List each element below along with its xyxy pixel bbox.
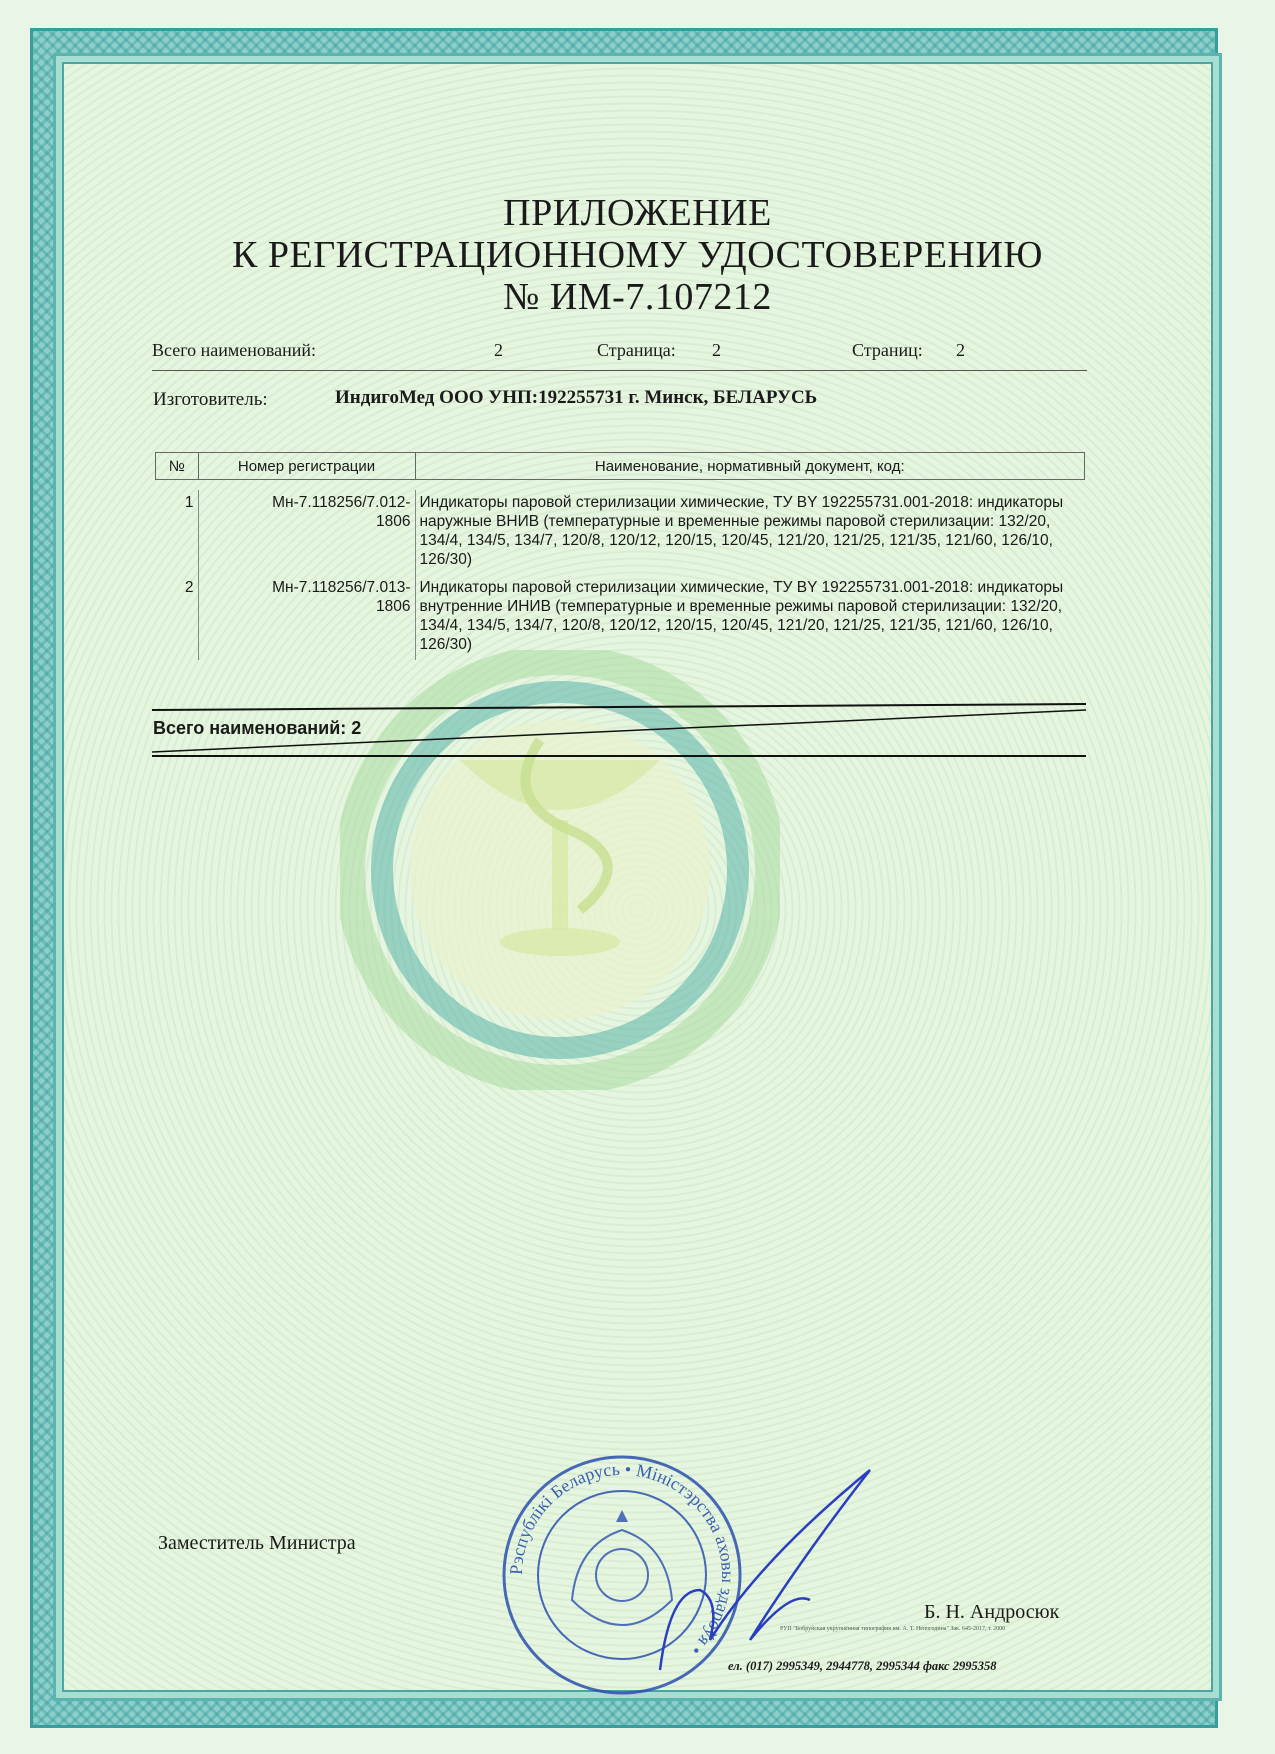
col-header-number: № <box>156 453 199 480</box>
item-description: Индикаторы паровой стерилизации химические, ТУ BY 192255731.001-2018: индикаторы внутренние ИНИВ (температурные и временные режимы паровой стерилизации: 132/20, 134/4, 134/5, 134/7, 120/8, 120/12, 120/15, 120/45, 121/20, 121/25, 121/35, 121/60, 126/10, 126/30) <box>415 575 1085 660</box>
total-items-value: 2 <box>494 340 503 360</box>
signatory-position: Заместитель Министра <box>158 1532 356 1554</box>
row-number: 1 <box>184 494 194 511</box>
certificate-number: № ИМ-7.107212 <box>503 276 772 318</box>
summary-total: Всего наименований: 2 <box>153 718 362 738</box>
document-subtitle: К РЕГИСТРАЦИОННОМУ УДОСТОВЕРЕНИЮ <box>232 234 1043 276</box>
handwritten-signature-icon <box>640 1440 880 1680</box>
registration-number-line1: Мн-7.118256/7.012- <box>272 494 411 511</box>
signatory-name: Б. Н. Андросюк <box>924 1601 1060 1623</box>
document-title: ПРИЛОЖЕНИЕ <box>503 192 772 234</box>
pages-label: Страниц: <box>852 340 923 360</box>
manufacturer-label: Изготовитель: <box>153 389 268 410</box>
registration-number-line2: 1806 <box>376 513 411 530</box>
printer-note: РУП "Бобруйская укрупнённая типография им. А. Т. Непогодина" Зак. 645-2017, т. 2000 <box>780 1626 1006 1632</box>
total-items-label: Всего наименований: <box>152 340 317 360</box>
registration-number-line2: 1806 <box>376 598 411 615</box>
item-description: Индикаторы паровой стерилизации химические, ТУ BY 192255731.001-2018: индикаторы наружные ВНИВ (температурные и временные режимы паровой стерилизации: 132/20, 134/4, 134/5, 134/7, 120/8, 120/12, 120/15, 120/45, 121/20, 121/25, 121/35, 121/60, 126/10, 126/30) <box>415 490 1085 575</box>
pages-value: 2 <box>956 340 965 360</box>
registration-number-line1: Мн-7.118256/7.013- <box>272 579 411 596</box>
page-label: Страница: <box>597 340 676 360</box>
col-header-description: Наименование, нормативный документ, код: <box>415 453 1085 480</box>
seal-text: Рэспублiкi Беларусь • Мiнiстэрства аховы здароўя • <box>505 1458 739 1660</box>
contact-phones: ел. (017) 2995349, 2944778, 2995344 факс 2995358 <box>728 1659 997 1673</box>
col-header-registration: Номер регистрации <box>198 453 415 480</box>
row-number: 2 <box>184 579 194 596</box>
manufacturer-value: ИндигоМед ООО УНП:192255731 г. Минск, БЕЛАРУСЬ <box>335 387 818 408</box>
page-value: 2 <box>712 340 721 360</box>
